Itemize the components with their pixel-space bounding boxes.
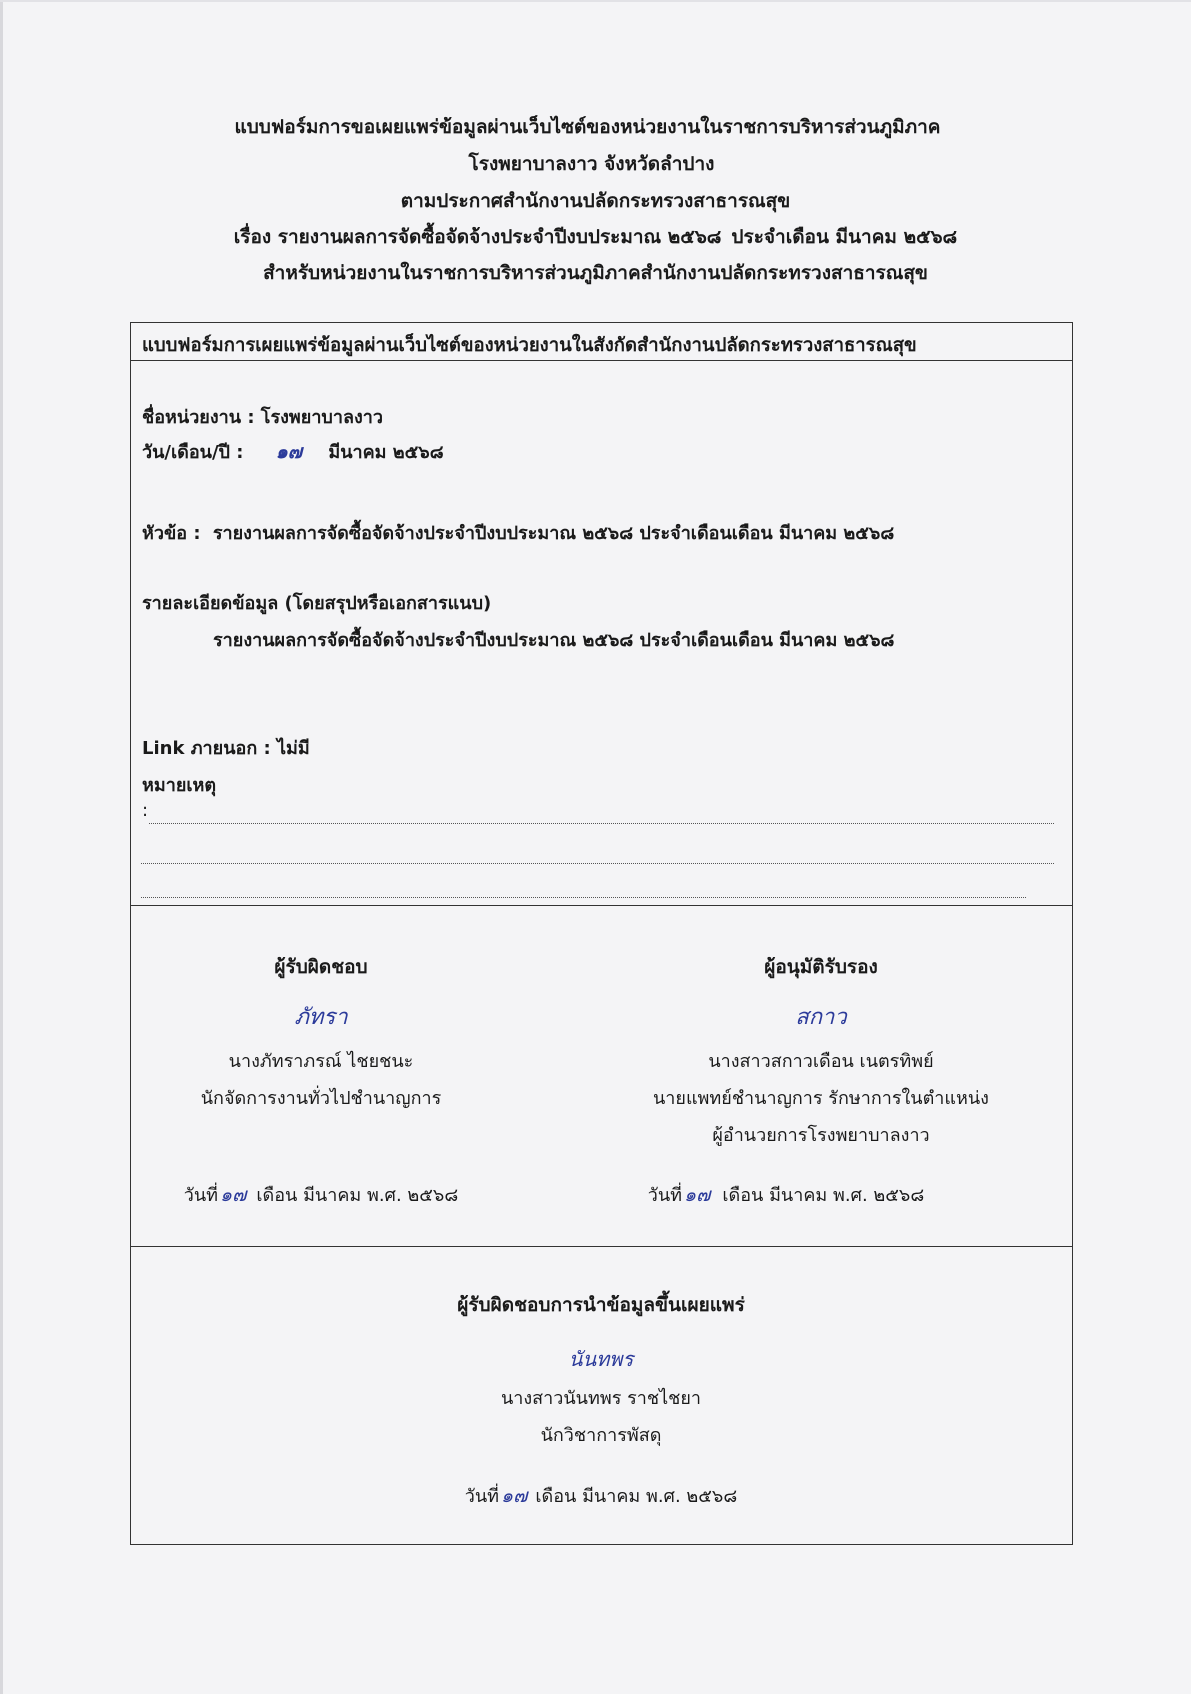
responsible-heading: ผู้รับผิดชอบ (274, 956, 368, 978)
publisher-date-rest: เดือน มีนาคม พ.ศ. ๒๕๖๘ (535, 1486, 738, 1507)
publisher-position: นักวิชาการพัสดุ (540, 1425, 662, 1446)
remark-dotted-line-1 (149, 823, 1054, 824)
header-line-1: แบบฟอร์มการขอเผยแพร่ข้อมูลผ่านเว็บไซต์ของหน่วยงานในราชการบริหารส่วนภูมิภาค (234, 116, 941, 138)
approver-position-2: ผู้อำนวยการโรงพยาบาลงาว (712, 1125, 930, 1146)
publisher-heading: ผู้รับผิดชอบการนำข้อมูลขึ้นเผยแพร่ (457, 1294, 745, 1316)
approver-signature: สกาว (795, 1005, 847, 1030)
approver-date-day: ๑๗ (684, 1184, 711, 1206)
approver-name: นางสาวสกาวเดือน เนตรทิพย์ (708, 1051, 934, 1072)
scan-edge-left (0, 0, 3, 1694)
remark-dotted-line-3 (141, 897, 1026, 898)
responsible-position: นักจัดการงานทั่วไปชำนาญการ (200, 1088, 442, 1109)
header-line-4 (0, 222, 1191, 252)
date-label: วัน/เดือน/ปี : (142, 442, 244, 463)
header-subject: เรื่อง รายงานผลการจัดซื้อจัดจ้างประจำปีงบประมาณ ๒๕๖๘ (233, 226, 722, 248)
header-line-2: โรงพยาบาลงาว จังหวัดลำปาง (468, 153, 715, 175)
remark-label: หมายเหตุ (142, 775, 217, 796)
responsible-signature: ภัทรา (294, 1005, 348, 1030)
responsible-date-prefix: วันที่ (183, 1185, 219, 1206)
topic-row (142, 518, 894, 547)
detail-label: รายละเอียดข้อมูล (โดยสรุปหรือเอกสารแนบ) (142, 593, 492, 614)
date-day-handwritten: ๑๗ (275, 441, 303, 463)
header-month: ประจำเดือน มีนาคม ๒๕๖๘ (731, 226, 958, 248)
date-row (142, 437, 444, 467)
publisher-date-day: ๑๗ (501, 1485, 528, 1507)
header-line-5: สำหรับหน่วยงานในราชการบริหารส่วนภูมิภาคสำนักงานปลัดกระทรวงสาธารณสุข (263, 262, 928, 284)
header-line-3: ตามประกาศสำนักงานปลัดกระทรวงสาธารณสุข (400, 190, 791, 212)
section-divider-2 (131, 1246, 1072, 1247)
topic-label: หัวข้อ : (142, 523, 201, 544)
form-title-row (131, 323, 1072, 361)
remark-dotted-line-2 (141, 863, 1054, 864)
publisher-signature: นันทพร (568, 1347, 634, 1371)
form-box (130, 322, 1073, 1545)
approver-date (606, 1180, 966, 1210)
approver-date-prefix: วันที่ (647, 1185, 683, 1206)
publisher-date-prefix: วันที่ (464, 1486, 500, 1507)
publisher-date (401, 1481, 801, 1511)
publisher-name: นางสาวนันทพร ราชไชยา (500, 1388, 702, 1409)
approver-position-1: นายแพทย์ชำนาญการ รักษาการในตำแหน่ง (653, 1088, 989, 1109)
remark-colon: : (142, 800, 149, 821)
responsible-date-day: ๑๗ (220, 1184, 247, 1206)
date-month-year: มีนาคม ๒๕๖๘ (328, 442, 444, 463)
approver-date-rest: เดือน มีนาคม พ.ศ. ๒๕๖๘ (722, 1185, 925, 1206)
section-divider-1 (131, 905, 1072, 906)
approver-heading: ผู้อนุมัติรับรอง (764, 956, 878, 978)
form-title: แบบฟอร์มการเผยแพร่ข้อมูลผ่านเว็บไซต์ของหน่วยงานในสังกัดสำนักงานปลัดกระทรวงสาธารณสุข (142, 335, 917, 356)
responsible-name: นางภัทราภรณ์ ไชยชนะ (228, 1051, 414, 1072)
topic-text: รายงานผลการจัดซื้อจัดจ้างประจำปีงบประมาณ ๒๕๖๘ ประจำเดือนเดือน มีนาคม ๒๕๖๘ (212, 523, 895, 544)
responsible-date (151, 1180, 491, 1210)
scan-edge-top (0, 0, 1191, 2)
agency-name: ชื่อหน่วยงาน : โรงพยาบาลงาว (142, 407, 383, 428)
external-link: Link ภายนอก : ไม่มี (142, 738, 310, 759)
detail-text: รายงานผลการจัดซื้อจัดจ้างประจำปีงบประมาณ ๒๕๖๘ ประจำเดือนเดือน มีนาคม ๒๕๖๘ (213, 630, 895, 651)
responsible-date-rest: เดือน มีนาคม พ.ศ. ๒๕๖๘ (256, 1185, 459, 1206)
